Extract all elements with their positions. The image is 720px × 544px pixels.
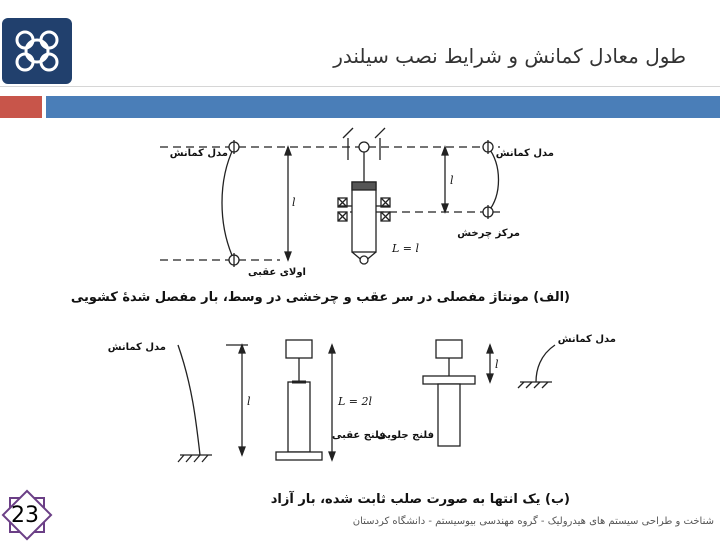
label-l-bottom-left: l [247,395,251,408]
label-buckling-model-bottom-left: مدل کمانش [107,342,166,353]
footer-text: شناخت و طراحی سیستم های هیدرولیک - گروه مهندسی بیوسیستم - دانشگاه کردستان [352,516,714,527]
page-number: 23 [11,503,39,528]
label-l-bottom-right: l [495,358,499,371]
accent-strip [0,96,42,118]
label-front-flange: فلنج جلویی [377,430,434,441]
label-length-top: L = l [392,242,420,255]
caption-b: (ب) یک انتها به صورت صلب ثابت شده، بار آزاد [270,492,570,507]
label-pivot-center: مرکز چرخش [457,228,520,239]
label-buckling-model-bottom-right: مدل کمانش [557,334,616,345]
header-bar [46,96,720,118]
label-buckling-model-top-left: مدل کمانش [169,148,228,159]
caption-a: (الف) مونتاژ مفصلی در سر عقب و چرخشی در وسط، بار مفصل شدهٔ کشویی [70,290,570,305]
label-rear-flange: فلنج عقبی [332,430,386,441]
university-logo [2,18,72,84]
label-length-bottom: L = 2l [338,395,373,408]
slide-title: طول معادل کمانش و شرایط نصب سیلندر [333,44,686,68]
label-buckling-model-top-right: مدل کمانش [495,148,554,159]
label-rear-hinge: اولای عقبی [248,267,306,278]
label-l-top-right: l [450,174,454,187]
header-divider [0,86,720,87]
label-l-top-left: l [292,196,296,209]
